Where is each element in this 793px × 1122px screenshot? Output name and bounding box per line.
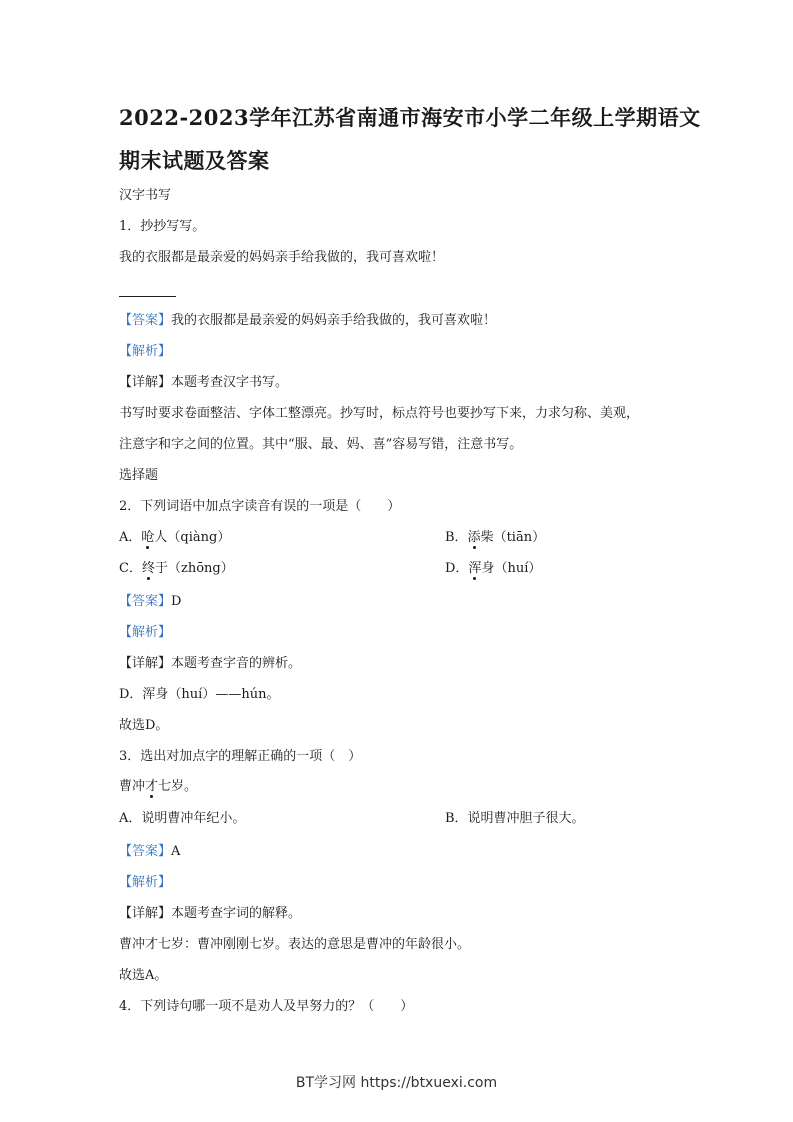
dotted-character: 终 — [141, 561, 155, 576]
dotted-character: 才 — [145, 779, 159, 794]
footer-watermark: BT学习网 https://btxuexi.com — [295, 1075, 498, 1091]
q2-stem: 2．下列词语中加点字读音有误的一项是（ ） — [119, 499, 401, 514]
option-label: A． — [119, 530, 142, 545]
answer-tag: 【答案】 — [119, 844, 172, 859]
answer-text: D — [171, 594, 182, 609]
q2-option-c — [119, 562, 234, 575]
answer-tag: 【答案】 — [119, 313, 172, 328]
option-label: B． — [445, 530, 468, 545]
sentence-text: 曹冲 — [119, 779, 146, 794]
q4-stem: 4．下列诗句哪一项不是劝人及早努力的？（ ） — [119, 999, 414, 1014]
q2-option-a — [119, 531, 230, 544]
q3-conclusion: 故选A。 — [119, 968, 168, 983]
option-text: 人（qiàng） — [154, 530, 231, 545]
answer-text: A — [171, 844, 181, 859]
option-text: 身（huí） — [481, 561, 542, 576]
detail-text: 本题考查汉字书写。 — [171, 375, 289, 390]
detail-tag: 【详解】 — [119, 375, 172, 390]
q2-analysis-tag: 【解析】 — [119, 625, 172, 640]
dotted-character: 浑 — [468, 561, 482, 576]
q3-option-b: B．说明曹冲胆子很大。 — [445, 811, 585, 826]
document-title-line-2: 期末试题及答案 — [119, 148, 270, 173]
option-label: C． — [119, 561, 142, 576]
q2-option-d — [445, 562, 541, 575]
answer-tag: 【答案】 — [119, 594, 172, 609]
q1-detail — [119, 376, 288, 389]
q2-option-b — [445, 531, 545, 544]
q1-answer-blank — [119, 296, 176, 297]
q3-sentence — [119, 780, 197, 793]
section-heading-choice: 选择题 — [119, 468, 159, 483]
q2-detail — [119, 657, 301, 670]
q2-answer — [119, 595, 181, 608]
q3-answer — [119, 845, 180, 858]
q1-copy-text: 我的衣服都是最亲爱的妈妈亲手给我做的，我可喜欢啦！ — [119, 250, 445, 265]
detail-tag: 【详解】 — [119, 906, 172, 921]
q3-stem: 3．选出对加点字的理解正确的一项（ ） — [119, 749, 362, 764]
option-text: 柴（tiān） — [480, 530, 546, 545]
dotted-character: 添 — [467, 530, 481, 545]
detail-text: 本题考查字词的解释。 — [171, 906, 302, 921]
detail-tag: 【详解】 — [119, 656, 172, 671]
q2-explain-line-1: D．浑身（huí）——hún。 — [119, 687, 280, 702]
dotted-character: 呛 — [141, 530, 155, 545]
option-label: D． — [445, 561, 469, 576]
detail-text: 本题考查字音的辨析。 — [171, 656, 302, 671]
q1-analysis-tag: 【解析】 — [119, 344, 172, 359]
q1-explain-line-1: 书写时要求卷面整洁、字体工整漂亮。抄写时，标点符号也要抄写下来，力求匀称、美观， — [119, 406, 640, 421]
answer-text: 我的衣服都是最亲爱的妈妈亲手给我做的，我可喜欢啦！ — [171, 313, 497, 328]
section-heading-writing: 汉字书写 — [119, 188, 172, 203]
q3-analysis-tag: 【解析】 — [119, 875, 172, 890]
q3-explain-line-1: 曹冲才七岁：曹冲刚刚七岁。表达的意思是曹冲的年龄很小。 — [119, 937, 471, 952]
q1-answer — [119, 314, 496, 327]
q2-conclusion: 故选D。 — [119, 718, 169, 733]
document-title-line-1: 2022-2023学年江苏省南通市海安市小学二年级上学期语文 — [119, 105, 701, 130]
sentence-text: 七岁。 — [158, 779, 198, 794]
q1-explain-line-2: 注意字和字之间的位置。其中“服、最、妈、喜”容易写错，注意书写。 — [119, 437, 523, 452]
q3-option-a: A．说明曹冲年纪小。 — [119, 811, 246, 826]
option-text: 于（zhōng） — [154, 561, 234, 576]
q1-stem: 1．抄抄写写。 — [119, 219, 206, 234]
q3-detail — [119, 907, 301, 920]
